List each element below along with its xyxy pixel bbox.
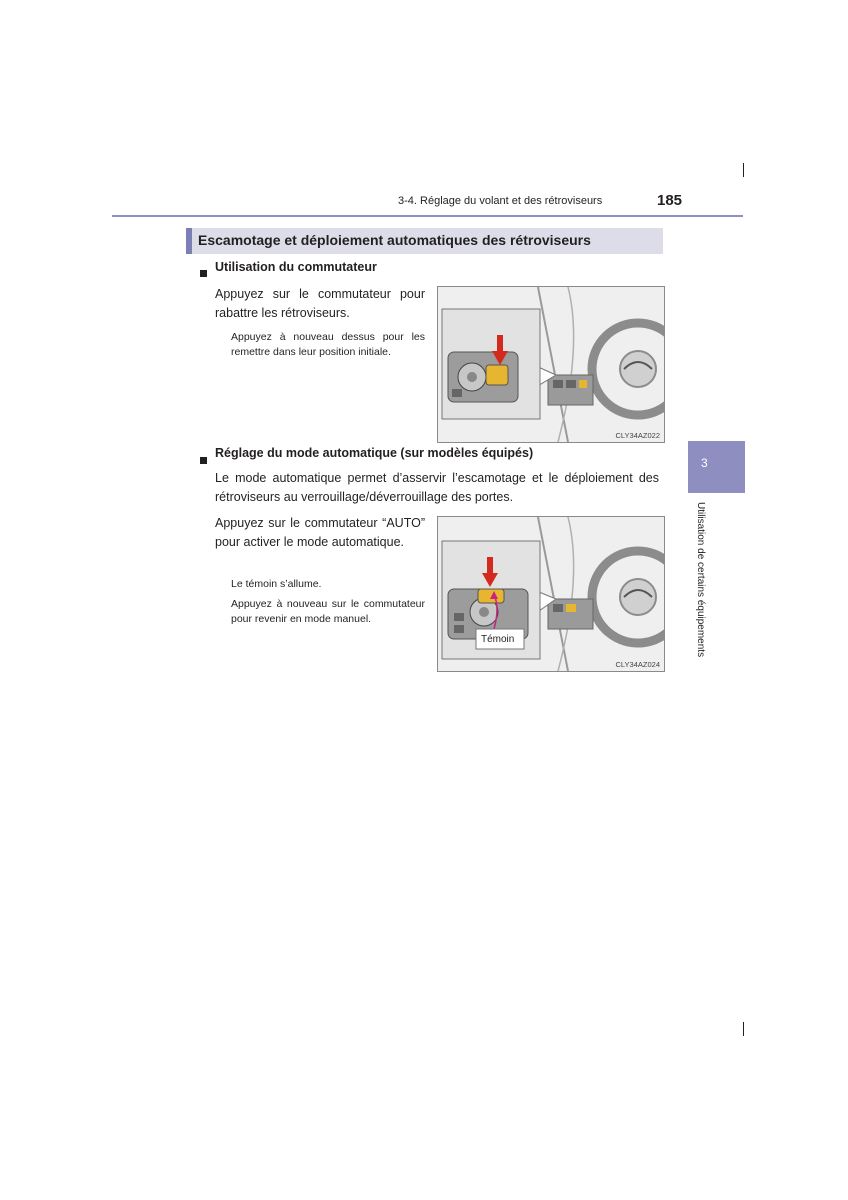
running-header: 3-4. Réglage du volant et des rétroviseurs	[398, 195, 603, 207]
crop-mark-top	[743, 163, 744, 177]
note-text-manual: Appuyez à nouveau sur le commutateur pour revenir en mode manuel.	[231, 598, 425, 625]
figure-illustration-1	[438, 287, 664, 442]
body-text-auto-intro: Le mode automatique permet d’asservir l’escamotage et le déploiement des rétroviseurs au verrouillage/déverrouillage des portes.	[215, 471, 659, 504]
bullet-square	[200, 264, 207, 282]
note-text-indicator: Le témoin s’allume.	[231, 578, 322, 590]
crop-mark-bottom	[743, 1022, 744, 1036]
subheading-auto-mode: Réglage du mode automatique (sur modèles équipés)	[215, 446, 534, 460]
indicator-label: Témoin	[481, 634, 515, 645]
figure-code-2: CLY34AZ024	[615, 660, 660, 669]
figure-auto-switch	[437, 516, 665, 672]
chapter-number: 3	[701, 456, 708, 470]
figure-illustration-2	[438, 517, 664, 671]
chapter-tab	[688, 441, 745, 493]
body-text-fold: Appuyez sur le commutateur pour rabattre les rétroviseurs.	[215, 287, 425, 320]
bullet-square	[200, 451, 207, 469]
figure-code-1: CLY34AZ022	[615, 431, 660, 440]
section-title-bar	[186, 228, 663, 254]
page-number: 185	[657, 192, 683, 209]
chapter-title: Utilisation de certains équipements	[695, 502, 706, 658]
body-text-auto-activate: Appuyez sur le commutateur “AUTO” pour activer le mode automatique.	[215, 516, 425, 549]
note-text-restore: Appuyez à nouveau dessus pour les remettre dans leur position initiale.	[231, 331, 425, 358]
chapter-side-label	[694, 502, 708, 678]
figure-mirror-switch	[437, 286, 665, 443]
subheading-switch-usage: Utilisation du commutateur	[215, 260, 377, 274]
section-title: Escamotage et déploiement automatiques des rétroviseurs	[198, 232, 591, 248]
section-bar-accent	[186, 228, 192, 254]
header-rule	[112, 215, 743, 217]
